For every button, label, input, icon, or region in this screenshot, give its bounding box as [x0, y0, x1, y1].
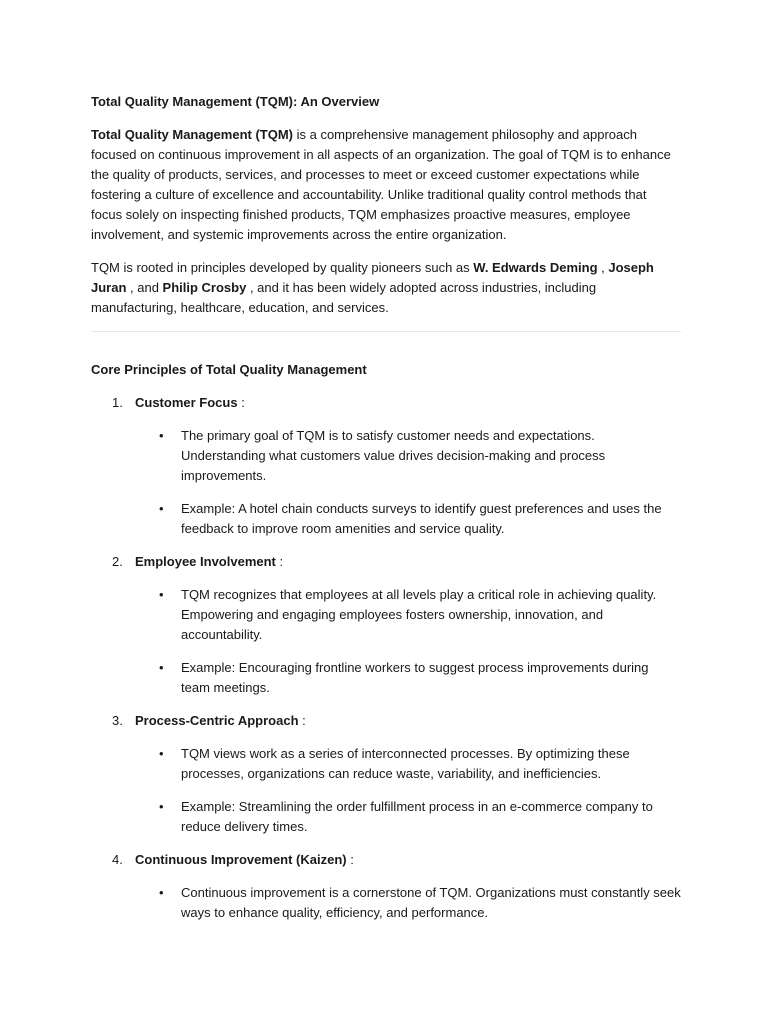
document-title: Total Quality Management (TQM): An Overview	[91, 94, 380, 109]
principle-number: 4.	[112, 852, 123, 867]
roots-text-1: TQM is rooted in principles developed by quality pioneers such as	[91, 260, 474, 275]
principle-name: Process-Centric Approach	[135, 713, 299, 728]
roots-paragraph	[91, 258, 681, 318]
principle-item	[91, 552, 681, 698]
principle-suffix: :	[346, 852, 354, 867]
list-item	[135, 883, 681, 923]
principle-suffix: :	[275, 554, 284, 569]
principle-points	[135, 744, 681, 837]
pioneer-deming: W. Edwards Deming	[473, 260, 598, 275]
principle-suffix: :	[298, 713, 306, 728]
point-text: Example: Streamlining the order fulfillment process in an e-commerce company to reduce delivery times.	[181, 799, 653, 834]
principle-item	[91, 393, 681, 539]
intro-paragraph	[91, 125, 681, 245]
principle-points	[135, 585, 681, 698]
list-item	[135, 499, 681, 539]
bullet-icon: •	[159, 660, 164, 675]
principle-heading	[135, 850, 681, 870]
principle-suffix: :	[237, 395, 245, 410]
bullet-icon: •	[159, 501, 164, 516]
section-title: Core Principles of Total Quality Management	[91, 362, 367, 377]
principle-name: Customer Focus	[135, 395, 238, 410]
pioneer-crosby: Philip Crosby	[162, 280, 247, 295]
point-text: TQM views work as a series of interconnected processes. By optimizing these processes, organizations can reduce waste, variability, and inefficiencies.	[181, 746, 630, 781]
list-item	[135, 658, 681, 698]
principle-number: 2.	[112, 554, 123, 569]
principle-name: Employee Involvement	[135, 554, 276, 569]
bullet-icon: •	[159, 746, 164, 761]
bullet-icon: •	[159, 885, 164, 900]
principle-heading	[135, 711, 681, 731]
bullet-icon: •	[159, 799, 164, 814]
document-page	[91, 92, 681, 936]
principle-number: 1.	[112, 395, 123, 410]
point-text: Example: Encouraging frontline workers to suggest process improvements during team meetings.	[181, 660, 649, 695]
roots-text-3: , and	[126, 280, 163, 295]
roots-text-2: ,	[597, 260, 609, 275]
point-text: TQM recognizes that employees at all levels play a critical role in achieving quality. Empowering and engaging employees fosters ownership, innovation, and accountability.	[181, 587, 657, 642]
principle-heading	[135, 393, 681, 413]
principle-item	[91, 850, 681, 923]
intro-term: Total Quality Management (TQM)	[91, 127, 293, 142]
section-divider	[91, 331, 681, 332]
principle-points	[135, 883, 681, 923]
principle-points	[135, 426, 681, 539]
list-item	[135, 585, 681, 645]
intro-text: is a comprehensive management philosophy and approach focused on continuous improvement in all aspects of an organization. The goal of TQM is to enhance the quality of products, services, and processes to meet or exceed customer expectations while fostering a culture of excellence and accountability. Unlike traditional quality control methods that focus solely on inspecting finished products, TQM emphasizes proactive measures, employee involvement, and systemic improvements across the entire organization.	[91, 127, 671, 242]
point-text: Continuous improvement is a cornerstone of TQM. Organizations must constantly seek ways to enhance quality, efficiency, and performance.	[181, 885, 681, 920]
pioneer-juran: Joseph Juran	[91, 260, 654, 295]
principles-list	[91, 393, 681, 923]
bullet-icon: •	[159, 587, 164, 602]
principle-number: 3.	[112, 713, 123, 728]
point-text: Example: A hotel chain conducts surveys to identify guest preferences and uses the feedback to improve room amenities and service quality.	[181, 501, 662, 536]
list-item	[135, 426, 681, 486]
principle-heading	[135, 552, 681, 572]
point-text: The primary goal of TQM is to satisfy customer needs and expectations. Understanding what customers value drives decision-making and process improvements.	[181, 428, 606, 483]
principle-name: Continuous Improvement (Kaizen)	[135, 852, 347, 867]
principle-item	[91, 711, 681, 837]
roots-text-4: , and it has been widely adopted across industries, including manufacturing, healthcare, education, and services.	[91, 280, 597, 315]
bullet-icon: •	[159, 428, 164, 443]
list-item	[135, 797, 681, 837]
list-item	[135, 744, 681, 784]
